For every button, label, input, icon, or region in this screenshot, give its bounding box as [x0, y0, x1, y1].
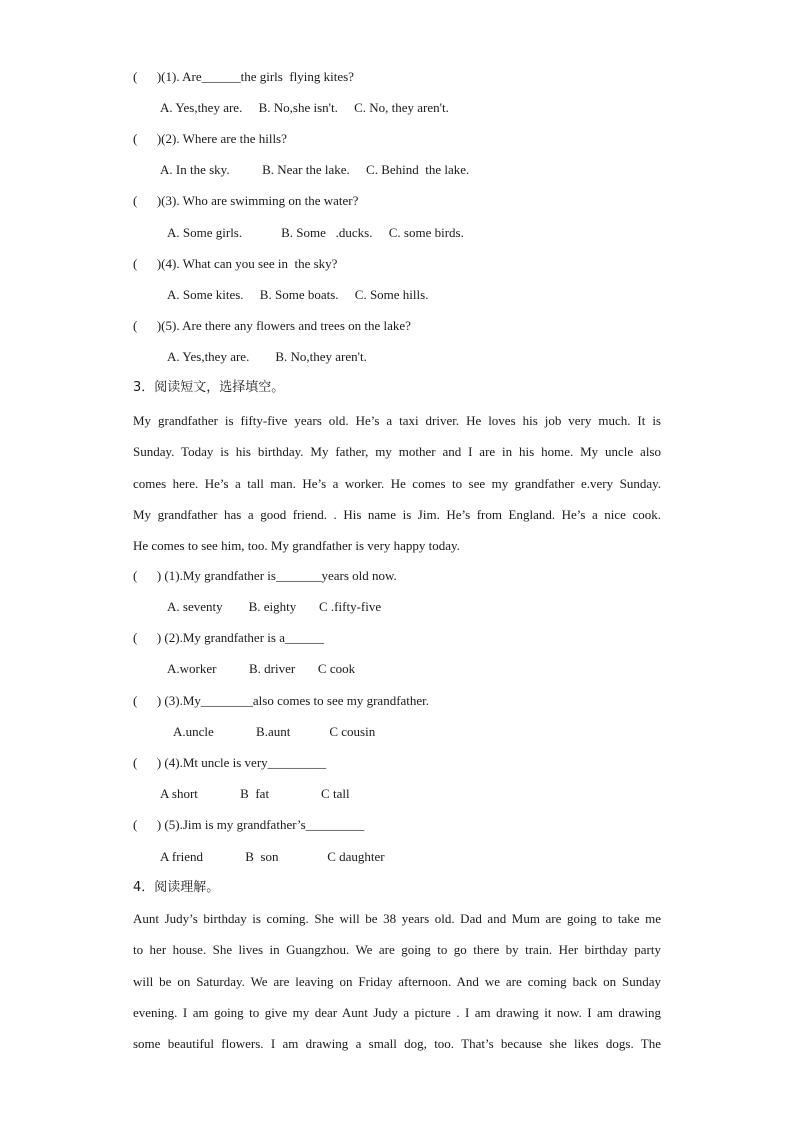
question-2-5-stem: ( )(5). Are there any flowers and trees on the lake? — [133, 318, 411, 333]
section-3-heading: 3．阅读短文，选择填空。 — [133, 380, 285, 395]
question-3-3-options: A.uncle B.aunt C cousin — [173, 724, 376, 739]
question-3-1-options: A. seventy B. eighty C .fifty-five — [167, 599, 382, 614]
passage-line: My grandfather has a good friend. . His name is Jim. He’s from England. He’s a nice cook. — [133, 506, 661, 522]
question-2-4-options: A. Some kites. B. Some boats. C. Some hills. — [167, 287, 429, 302]
question-3-5-options: A friend B son C daughter — [160, 849, 385, 864]
question-2-1-stem: ( )(1). Are______the girls flying kites? — [133, 69, 354, 84]
question-3-5-stem: ( ) (5).Jim is my grandfather’s_________ — [133, 817, 365, 832]
question-2-5-options: A. Yes,they are. B. No,they aren't. — [167, 349, 367, 364]
passage-line: He comes to see him, too. My grandfather is very happy today. — [133, 538, 460, 554]
question-2-3-stem: ( )(3). Who are swimming on the water? — [133, 193, 359, 208]
question-3-3-stem: ( ) (3).My________also comes to see my grandfather. — [133, 693, 430, 708]
passage-line: will be on Saturday. We are leaving on Friday afternoon. And we are coming back on Sunday — [133, 973, 661, 989]
question-2-2-stem: ( )(2). Where are the hills? — [133, 131, 287, 146]
passage-line: My grandfather is fifty-five years old. He’s a taxi driver. He loves his job very much. It is — [133, 413, 661, 428]
question-3-4-options: A short B fat C tall — [160, 786, 350, 801]
passage-line: evening. I am going to give my dear Aunt Judy a picture . I am drawing it now. I am drawing — [133, 1004, 661, 1020]
passage-line: some beautiful flowers. I am drawing a small dog, too. That’s because she likes dogs. The — [133, 1036, 661, 1052]
question-2-1-options: A. Yes,they are. B. No,she isn't. C. No, they aren't. — [160, 100, 449, 115]
question-3-4-stem: ( ) (4).Mt uncle is very_________ — [133, 755, 327, 770]
question-2-3-options: A. Some girls. B. Some .ducks. C. some birds. — [167, 225, 464, 240]
question-3-1-stem: ( ) (1).My grandfather is_______years old now. — [133, 568, 397, 583]
question-2-2-options: A. In the sky. B. Near the lake. C. Behind the lake. — [160, 162, 470, 177]
passage-line: to her house. She lives in Guangzhou. We are going to go there by train. Her birthday party — [133, 942, 661, 958]
passage-line: comes here. He’s a tall man. He’s a worker. He comes to see my grandfather e.very Sunday. — [133, 475, 661, 491]
question-3-2-options: A.worker B. driver C cook — [167, 661, 356, 676]
section-3-passage — [133, 405, 661, 561]
section-4-passage — [133, 903, 661, 1059]
question-3-2-stem: ( ) (2).My grandfather is a______ — [133, 630, 324, 645]
section-4-heading: 4．阅读理解。 — [133, 880, 220, 895]
passage-line: Sunday. Today is his birthday. My father, my mother and I are in his home. My uncle also — [133, 444, 661, 460]
passage-line: Aunt Judy’s birthday is coming. She will be 38 years old. Dad and Mum are going to take me — [133, 911, 661, 926]
question-2-4-stem: ( )(4). What can you see in the sky? — [133, 256, 338, 271]
